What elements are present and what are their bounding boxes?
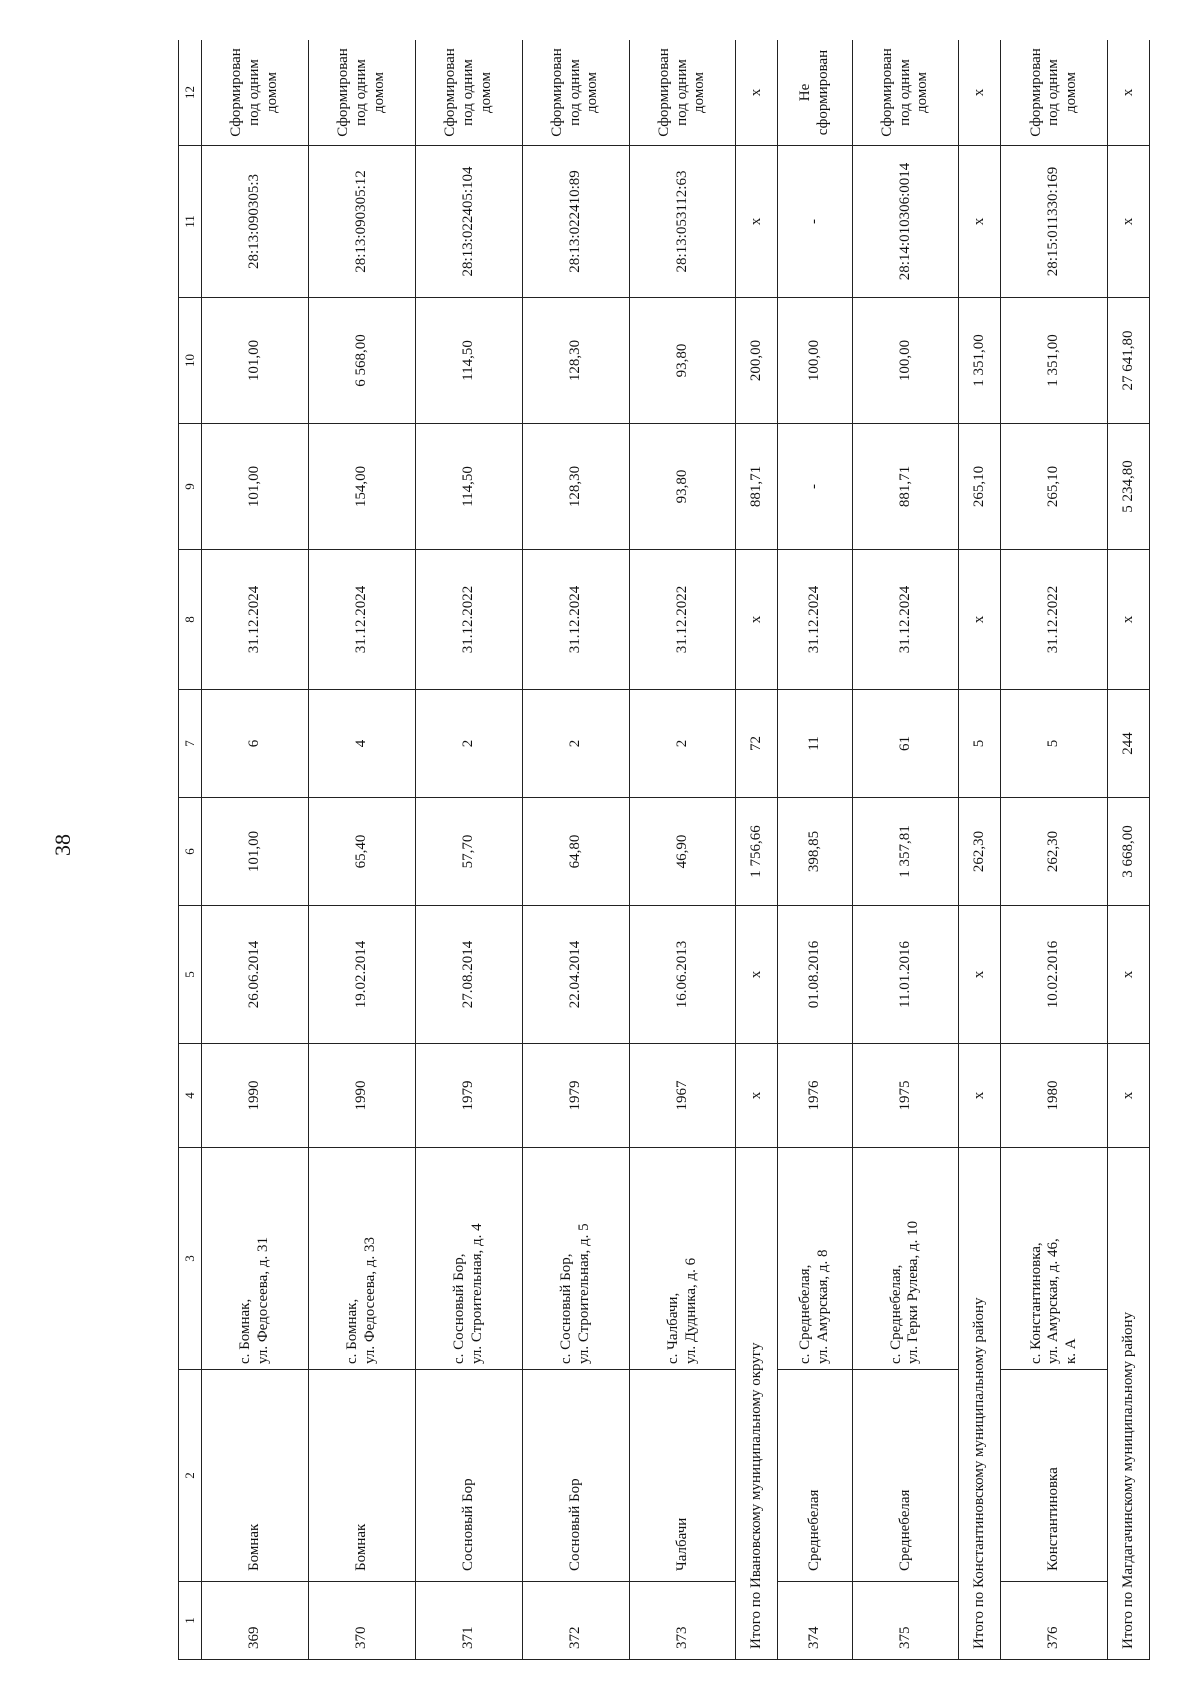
column-number-1: 1 (179, 1582, 202, 1660)
column-number-7: 7 (179, 690, 202, 798)
table-row (1001, 40, 1108, 1660)
cell-address: с. Бомнак, ул. Федосеева, д. 31 (202, 1148, 309, 1370)
cell-year-built: 1980 (1001, 1044, 1108, 1148)
total-date: x (1108, 906, 1150, 1044)
column-number-12: 12 (179, 40, 202, 146)
total-deadline: x (1108, 550, 1150, 690)
table-row (852, 40, 959, 1660)
cell-area: 46,90 (629, 798, 736, 906)
cell-residents: 2 (415, 690, 522, 798)
cell-date: 19.02.2014 (308, 906, 415, 1044)
cell-year-built: 1967 (629, 1044, 736, 1148)
column-number-5: 5 (179, 906, 202, 1044)
cell-address: с. Среднебелая, ул. Герки Рулева, д. 10 (852, 1148, 959, 1370)
cell-year-built: 1976 (778, 1044, 852, 1148)
cell-row-number: 372 (522, 1582, 629, 1660)
cell-amount: 101,00 (202, 298, 309, 424)
cell-amount: 114,50 (415, 298, 522, 424)
total-label: Итого по Константиновскому муниципальному району (959, 1148, 1001, 1660)
total-land-status: x (736, 40, 778, 146)
table-row (415, 40, 522, 1660)
total-date: x (959, 906, 1001, 1044)
table-frame (178, 40, 1150, 1660)
cell-row-number: 373 (629, 1582, 736, 1660)
cell-area: 65,40 (308, 798, 415, 906)
cell-amount: 128,30 (522, 298, 629, 424)
cell-cadastral-number: 28:13:090305:3 (202, 146, 309, 298)
cell-date: 01.08.2016 (778, 906, 852, 1044)
cell-area-value: 128,30 (522, 424, 629, 550)
total-residents: 244 (1108, 690, 1150, 798)
cell-locality: Бомнак (202, 1370, 309, 1582)
column-number-8: 8 (179, 550, 202, 690)
cell-residents: 5 (1001, 690, 1108, 798)
cell-address: с. Чалбачи, ул. Дудника, д. 6 (629, 1148, 736, 1370)
housing-table (178, 40, 1150, 1660)
cell-row-number: 371 (415, 1582, 522, 1660)
column-number-6: 6 (179, 798, 202, 906)
cell-deadline: 31.12.2024 (522, 550, 629, 690)
cell-area: 1 357,81 (852, 798, 959, 906)
table-body (179, 40, 1150, 1660)
cell-deadline: 31.12.2022 (629, 550, 736, 690)
cell-date: 27.08.2014 (415, 906, 522, 1044)
total-year-built: x (959, 1044, 1001, 1148)
cell-date: 26.06.2014 (202, 906, 309, 1044)
total-amount: 1 351,00 (959, 298, 1001, 424)
total-amount: 27 641,80 (1108, 298, 1150, 424)
cell-locality: Константиновка (1001, 1370, 1108, 1582)
cell-area: 64,80 (522, 798, 629, 906)
cell-address: с. Константиновка, ул. Амурская, д. 46, к. А (1001, 1148, 1108, 1370)
table-row (778, 40, 852, 1660)
cell-locality: Сосновый Бор (522, 1370, 629, 1582)
total-year-built: x (736, 1044, 778, 1148)
cell-area: 262,30 (1001, 798, 1108, 906)
table-row (202, 40, 309, 1660)
total-amount: 200,00 (736, 298, 778, 424)
cell-land-status: Сформирован под одним домом (202, 40, 309, 146)
total-label: Итого по Магдагачинскому муниципальному району (1108, 1148, 1150, 1660)
column-number-10: 10 (179, 298, 202, 424)
table-row (629, 40, 736, 1660)
cell-land-status: Сформирован под одним домом (522, 40, 629, 146)
table-row (308, 40, 415, 1660)
total-area-value: 5 234,80 (1108, 424, 1150, 550)
cell-deadline: 31.12.2024 (202, 550, 309, 690)
cell-cadastral-number: - (778, 146, 852, 298)
cell-deadline: 31.12.2022 (415, 550, 522, 690)
cell-land-status: Не сформирован (778, 40, 852, 146)
total-area-value: 265,10 (959, 424, 1001, 550)
total-row (736, 40, 778, 1660)
cell-cadastral-number: 28:13:022405:104 (415, 146, 522, 298)
cell-area-value: 101,00 (202, 424, 309, 550)
cell-area: 57,70 (415, 798, 522, 906)
cell-locality: Среднебелая (778, 1370, 852, 1582)
total-row (959, 40, 1001, 1660)
cell-residents: 2 (629, 690, 736, 798)
rotated-table-container (178, 40, 1150, 1660)
cell-area-value: 265,10 (1001, 424, 1108, 550)
cell-row-number: 376 (1001, 1582, 1108, 1660)
total-cadastral-number: x (1108, 146, 1150, 298)
header-row (179, 40, 202, 1660)
cell-row-number: 375 (852, 1582, 959, 1660)
cell-date: 10.02.2016 (1001, 906, 1108, 1044)
column-number-9: 9 (179, 424, 202, 550)
cell-area-value: 881,71 (852, 424, 959, 550)
cell-deadline: 31.12.2024 (308, 550, 415, 690)
total-year-built: x (1108, 1044, 1150, 1148)
cell-cadastral-number: 28:15:011330:169 (1001, 146, 1108, 298)
cell-residents: 11 (778, 690, 852, 798)
cell-deadline: 31.12.2024 (778, 550, 852, 690)
cell-residents: 2 (522, 690, 629, 798)
total-residents: 72 (736, 690, 778, 798)
cell-year-built: 1990 (202, 1044, 309, 1148)
total-label: Итого по Ивановскому муниципальному округу (736, 1148, 778, 1660)
cell-deadline: 31.12.2022 (1001, 550, 1108, 690)
total-cadastral-number: x (959, 146, 1001, 298)
cell-address: с. Сосновый Бор, ул. Строительная, д. 4 (415, 1148, 522, 1370)
cell-address: с. Бомнак, ул. Федосеева, д. 33 (308, 1148, 415, 1370)
cell-address: с. Сосновый Бор, ул. Строительная, д. 5 (522, 1148, 629, 1370)
page-number: 38 (50, 834, 75, 856)
cell-date: 22.04.2014 (522, 906, 629, 1044)
cell-locality: Чалбачи (629, 1370, 736, 1582)
column-number-4: 4 (179, 1044, 202, 1148)
cell-date: 11.01.2016 (852, 906, 959, 1044)
total-area: 262,30 (959, 798, 1001, 906)
cell-year-built: 1975 (852, 1044, 959, 1148)
column-number-11: 11 (179, 146, 202, 298)
cell-amount: 100,00 (778, 298, 852, 424)
cell-row-number: 369 (202, 1582, 309, 1660)
cell-amount: 93,80 (629, 298, 736, 424)
table-row (522, 40, 629, 1660)
cell-year-built: 1979 (522, 1044, 629, 1148)
total-area-value: 881,71 (736, 424, 778, 550)
cell-locality: Сосновый Бор (415, 1370, 522, 1582)
total-date: x (736, 906, 778, 1044)
cell-residents: 61 (852, 690, 959, 798)
cell-residents: 6 (202, 690, 309, 798)
total-area: 3 668,00 (1108, 798, 1150, 906)
total-deadline: x (736, 550, 778, 690)
cell-land-status: Сформирован под одним домом (852, 40, 959, 146)
cell-land-status: Сформирован под одним домом (415, 40, 522, 146)
cell-area-value: 154,00 (308, 424, 415, 550)
total-residents: 5 (959, 690, 1001, 798)
cell-area-value: 93,80 (629, 424, 736, 550)
cell-row-number: 370 (308, 1582, 415, 1660)
cell-cadastral-number: 28:13:022410:89 (522, 146, 629, 298)
cell-year-built: 1990 (308, 1044, 415, 1148)
cell-row-number: 374 (778, 1582, 852, 1660)
cell-area-value: - (778, 424, 852, 550)
cell-date: 16.06.2013 (629, 906, 736, 1044)
total-land-status: x (1108, 40, 1150, 146)
total-area: 1 756,66 (736, 798, 778, 906)
column-number-3: 3 (179, 1148, 202, 1370)
cell-address: с. Среднебелая, ул. Амурская, д. 8 (778, 1148, 852, 1370)
cell-cadastral-number: 28:13:053112:63 (629, 146, 736, 298)
cell-year-built: 1979 (415, 1044, 522, 1148)
total-cadastral-number: x (736, 146, 778, 298)
cell-land-status: Сформирован под одним домом (1001, 40, 1108, 146)
cell-deadline: 31.12.2024 (852, 550, 959, 690)
cell-residents: 4 (308, 690, 415, 798)
cell-amount: 100,00 (852, 298, 959, 424)
cell-land-status: Сформирован под одним домом (629, 40, 736, 146)
cell-locality: Бомнак (308, 1370, 415, 1582)
total-row (1108, 40, 1150, 1660)
cell-cadastral-number: 28:14:010306:0014 (852, 146, 959, 298)
cell-amount: 6 568,00 (308, 298, 415, 424)
total-deadline: x (959, 550, 1001, 690)
cell-amount: 1 351,00 (1001, 298, 1108, 424)
total-land-status: x (959, 40, 1001, 146)
cell-area: 101,00 (202, 798, 309, 906)
column-number-2: 2 (179, 1370, 202, 1582)
cell-area: 398,85 (778, 798, 852, 906)
cell-cadastral-number: 28:13:090305:12 (308, 146, 415, 298)
cell-area-value: 114,50 (415, 424, 522, 550)
cell-land-status: Сформирован под одним домом (308, 40, 415, 146)
cell-locality: Среднебелая (852, 1370, 959, 1582)
